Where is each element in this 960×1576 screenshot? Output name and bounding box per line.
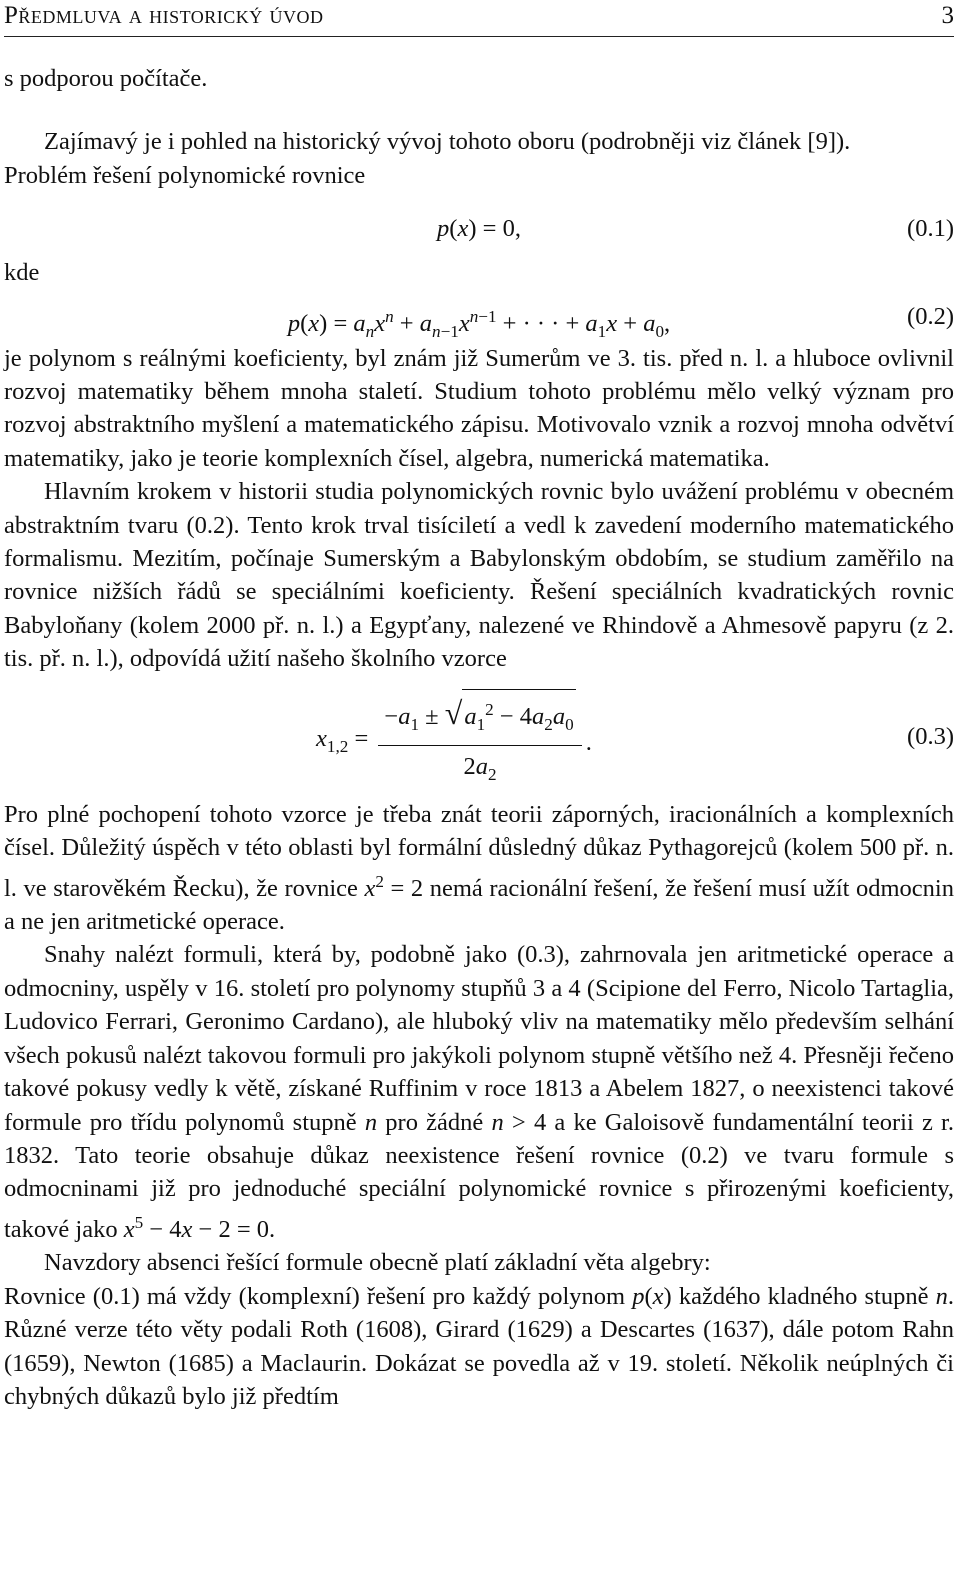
equation-0-1-tag: (0.1) (907, 215, 954, 243)
paragraph-abstract: Hlavním krokem v historii studia polynomických rovnic bylo uvážení problému v obecném abstraktním tvaru (0.2). Tento krok trval tisíciletí a vedl k zavedení moderního matematického formalismu. Mezitím, počínaje Sumerským a Babylonským obdobím, se studium zaměřilo na rovnice nižších řádů se speciálními koeficienty. Řešení speciálních kvadratických rovnic Babyloňany (kolem 2000 př. n. l.) a Egypťany, nalezené ve Rhindově a Ahmesově papyru (z 2. tis. př. n. l.), odpovídá užití našeho školního vzorce (4, 478, 954, 673)
chapter-title: Předmluva a historický úvod (4, 2, 324, 29)
page-number: 3 (941, 2, 954, 29)
paragraph-problem: Problém řešení polynomické rovnice (4, 161, 366, 189)
paragraph-fundamental: Navzdory absenci řešící formule obecně platí základní věta algebry: (44, 1249, 711, 1277)
equation-0-1-body: p(x) = 0, (437, 215, 521, 243)
equation-0-1 (4, 204, 954, 254)
paragraph-polynom: je polynom s reálnými koeficienty, byl znám již Sumerům ve 3. tis. před n. l. a hluboce ovlivnil rozvoj matematiky během mnoha staletí. Studium tohoto problému mělo velký význam pro rozvoj abstraktního myšlení a matematického zápisu. Motivovalo vznik a rozvoj mnoha odvětví matematiky, jako je teorie komplexních čísel, algebra, numerická matematika. (4, 344, 954, 472)
equation-0-2-tag: (0.2) (907, 302, 954, 330)
paragraph-theorem: Rovnice (0.1) má vždy (komplexní) řešení pro každý polynom p(x) každého kladného stupně n. Různé verze této věty podali Roth (1608), Girard (1629) a Descartes (1637), dále potom Rahn (1659), Newton (1685) a Maclaurin. Dokázat se povedla až v 19. století. Několik neúplných či chybných důkazů bylo již předtím (4, 1282, 954, 1410)
equation-0-3 (4, 688, 954, 798)
page-body (4, 62, 954, 1413)
intro-line: s podporou počítače. (4, 65, 208, 92)
equation-0-2-body: $p(x) = a_nx^n + a_{n-1}x^{n-1}$ + · · · + $a_1x + a_0$, (287, 306, 671, 341)
paragraph-understanding: Pro plné pochopení tohoto vzorce je třeba znát teorii záporných, iracionálních a komplexních čísel. Důležitý úspěch v této oblasti byl formální důsledný důkaz Pythagorejců (kolem 500 př. n. l. ve starověkém Řecku), že rovnice $x^2 = 2$ nemá racionální řešení, že řešení musí užít odmocnin a ne jen aritmetické operace. (4, 800, 954, 936)
paragraph-formula-search: Snahy nalézt formuli, která by, podobně jako (0.3), zahrnovala jen aritmetické operace a odmocniny, uspěly v 16. století pro polynomy stupňů 3 a 4 (Scipione del Ferro, Nicolo Tartaglia, Ludovico Ferrari, Geronimo Cardano), ale hluboký vliv na matematiky mělo především selhání všech pokusů nalézt takovou formuli pro jakýkoli polynom stupně většího než 4. Přesněji řečeno takové pokusy vedly k větě, získané Ruffinim v roce 1813 a Abelem 1827, o neexistenci takové formule pro třídu polynomů stupně n pro žádné n > 4 a ke Galoisově fundamentální teorii z r. 1832. Tato teorie obsahuje důkaz neexistence řešení rovnice (0.2) ve tvaru formule s odmocninami již pro jednoduché speciální polynomické rovnice s přirozenými koeficienty, takové jako $x^5 - 4x - 2 = 0$. (4, 941, 954, 1243)
paragraph-history: Zajímavý je i pohled na historický vývoj tohoto oboru (podrobněji viz článek [9]). (44, 128, 851, 156)
running-header (4, 2, 954, 32)
quadratic-formula: $x_{1,2}$ = $\frac{-a_1 \pm √a_1^2 - 4a_2a_0}{2a_2}$ . (316, 688, 592, 798)
header-rule (4, 36, 954, 37)
equation-0-3-tag: (0.3) (907, 722, 954, 750)
equation-0-2 (4, 292, 954, 342)
kde-label: kde (4, 259, 40, 287)
